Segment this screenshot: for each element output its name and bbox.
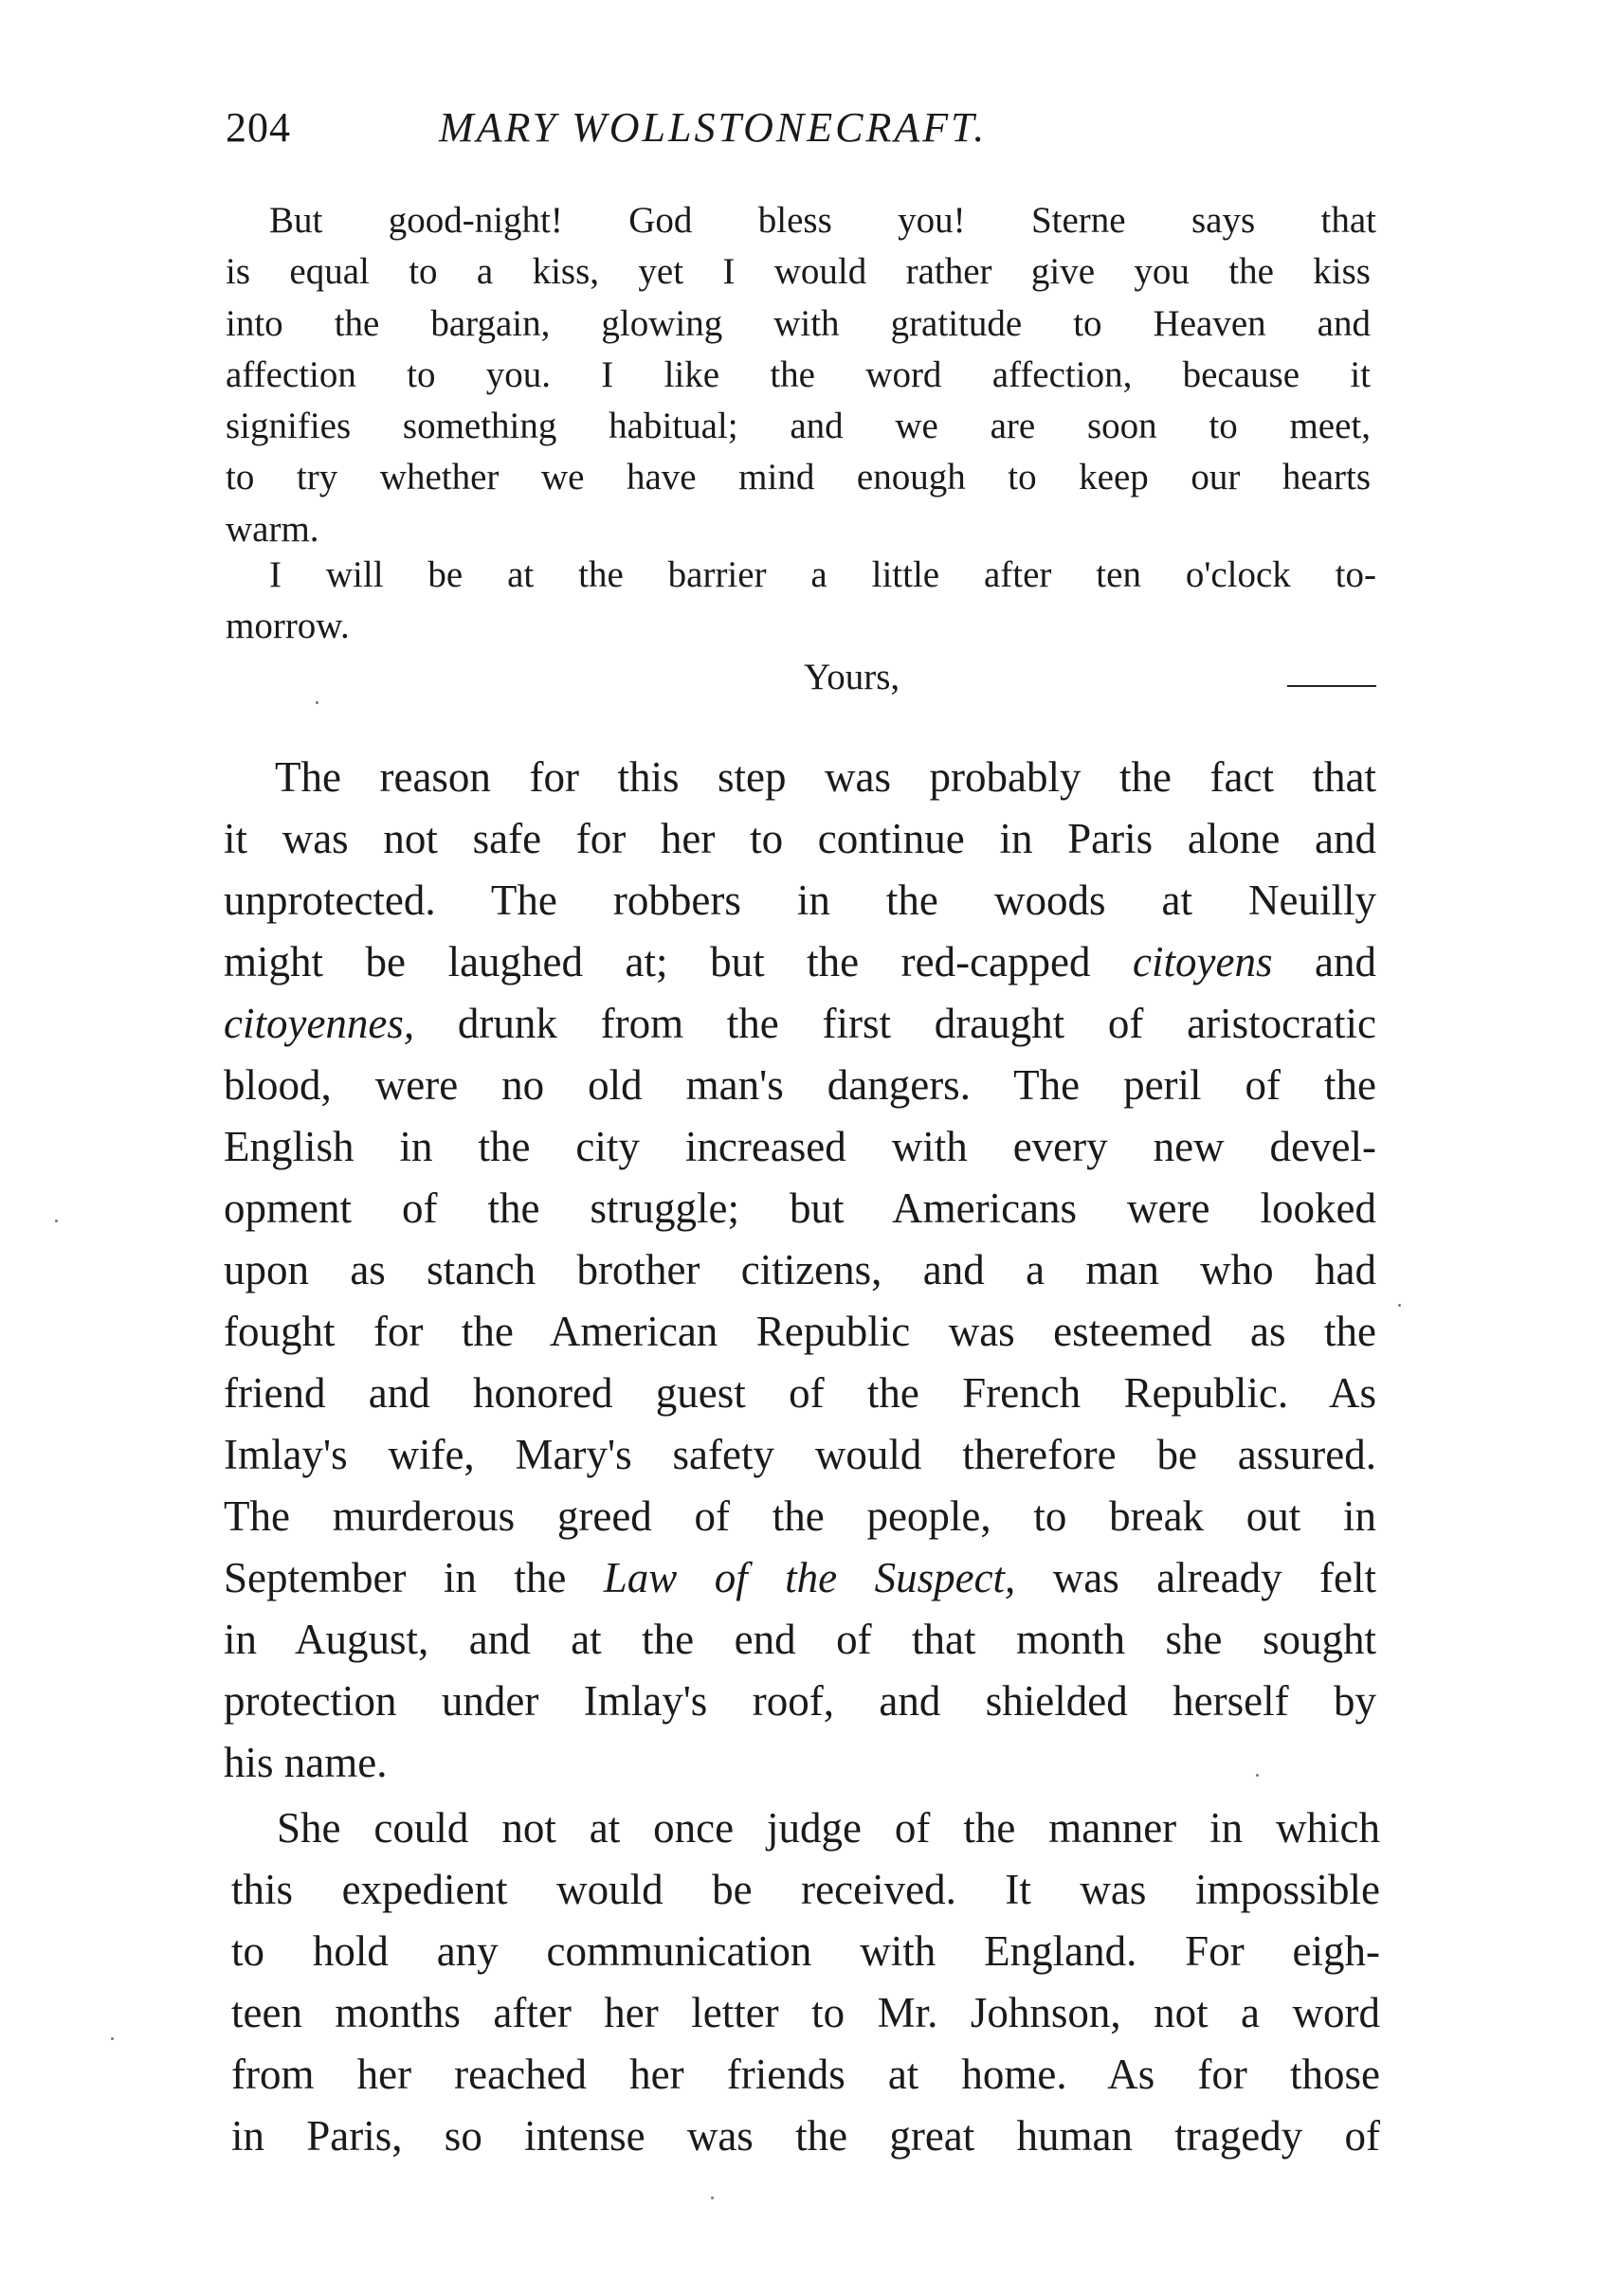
letter-line: I will be at the barrier a little after ten o'clock to- [269, 554, 1376, 595]
italic-citoyens: citoyens [1133, 938, 1273, 985]
paragraph-line: blood, were no old man's dangers. The peril of the [224, 1061, 1376, 1109]
paragraph-line: opment of the struggle; but Americans were looked [224, 1184, 1376, 1232]
scan-speck [711, 2197, 714, 2199]
letter-line: into the bargain, glowing with gratitude to Heaven and [226, 303, 1371, 344]
paragraph-line: The murderous greed of the people, to break out in [224, 1492, 1376, 1540]
letter-line: is equal to a kiss, yet I would rather give you the kiss [226, 251, 1371, 292]
paragraph-line: Imlay's wife, Mary's safety would therefore be assured. [224, 1431, 1376, 1478]
scan-speck [1256, 1774, 1259, 1777]
letter-signoff: Yours, [804, 657, 900, 697]
italic-citoyennes: citoyennes, [224, 1000, 415, 1047]
paragraph-line: unprotected. The robbers in the woods at Neuilly [224, 877, 1376, 924]
scan-speck [316, 701, 318, 704]
paragraph-line: from her reached her friends at home. As for those [231, 2051, 1380, 2098]
paragraph-line: to hold any communication with England. For eigh- [231, 1927, 1380, 1975]
italic-law-of-the-suspect: Law of the Suspect, [603, 1554, 1016, 1601]
running-title: MARY WOLLSTONECRAFT. [439, 104, 988, 151]
letter-line: affection to you. I like the word affection, because it [226, 354, 1371, 395]
paragraph-line: protection under Imlay's roof, and shielded herself by [224, 1677, 1376, 1725]
paragraph-line: citoyennes, drunk from the first draught of aristocratic [224, 1000, 1376, 1047]
paragraph-line: fought for the American Republic was esteemed as the [224, 1308, 1376, 1355]
paragraph-line: She could not at once judge of the manner in which [277, 1804, 1380, 1852]
paragraph-line: English in the city increased with every new devel- [224, 1123, 1376, 1170]
letter-line: But good-night! God bless you! Sterne says that [269, 200, 1376, 241]
scan-speck [1398, 1304, 1401, 1307]
scan-speck [55, 1220, 58, 1222]
paragraph-line: his name. [224, 1739, 388, 1786]
letter-line: signifies something habitual; and we are soon to meet, [226, 406, 1371, 446]
paragraph-line: teen months after her letter to Mr. Johnson, not a word [231, 1989, 1380, 2036]
signature-dash [1287, 685, 1376, 687]
paragraph-line: friend and honored guest of the French Republic. As [224, 1369, 1376, 1417]
paragraph-line: in August, and at the end of that month she sought [224, 1616, 1376, 1663]
scan-speck [111, 2037, 114, 2040]
paragraph-line: The reason for this step was probably the fact that [275, 753, 1376, 801]
paragraph-line: September in the Law of the Suspect, was already felt [224, 1554, 1376, 1601]
paragraph-line: might be laughed at; but the red-capped citoyens and [224, 938, 1376, 985]
paragraph-line: it was not safe for her to continue in Paris alone and [224, 815, 1376, 862]
letter-line: to try whether we have mind enough to keep our hearts [226, 457, 1371, 497]
paragraph-line: this expedient would be received. It was impossible [231, 1866, 1380, 1913]
letter-line: warm. [226, 509, 319, 550]
running-header [226, 95, 1382, 161]
page-number: 204 [226, 104, 291, 151]
paragraph-line: upon as stanch brother citizens, and a man who had [224, 1246, 1376, 1293]
paragraph-line: in Paris, so intense was the great human tragedy of [231, 2112, 1380, 2160]
letter-line: morrow. [226, 606, 350, 646]
